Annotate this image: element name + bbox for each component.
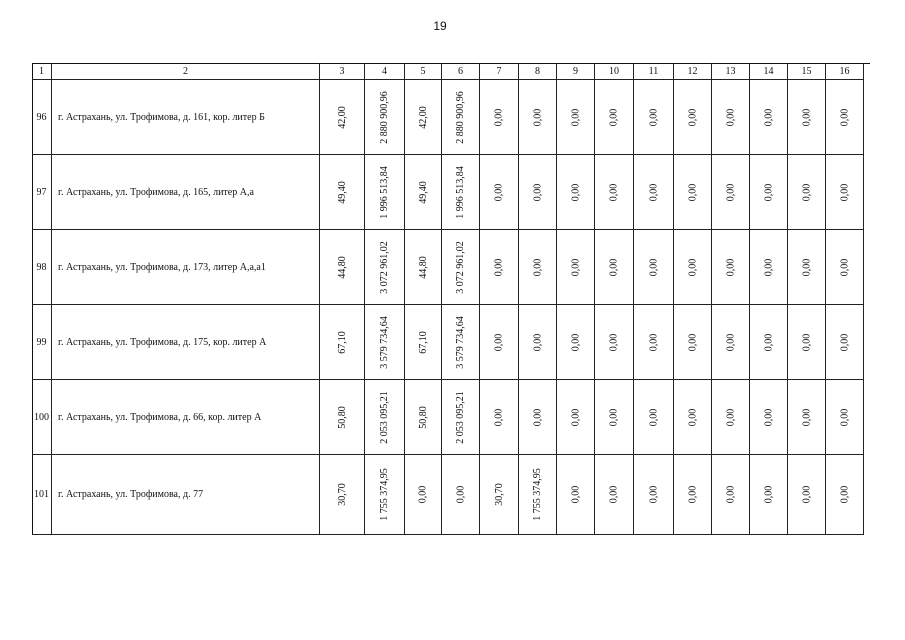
value-text: 0,00: [531, 258, 543, 276]
value-text: 0,00: [608, 408, 620, 426]
column-header: 13: [712, 63, 750, 80]
value-text: 0,00: [838, 108, 850, 126]
value-text: 0,00: [762, 108, 774, 126]
value-text: 42,00: [336, 105, 348, 129]
value-text: 0,00: [800, 485, 812, 504]
value-cell: [480, 155, 519, 230]
value-text: 0,00: [724, 333, 736, 351]
value-text: 0,00: [608, 108, 620, 126]
value-text: 0,00: [417, 485, 429, 504]
address-cell: г. Астрахань, ул. Трофимова, д. 66, кор. литер А: [52, 380, 320, 455]
value-text: 0,00: [838, 258, 850, 276]
value-cell: [442, 230, 480, 305]
value-text: 0,00: [686, 258, 698, 276]
value-cell: [788, 230, 826, 305]
value-text: 0,00: [647, 108, 659, 126]
column-header: 7: [480, 63, 519, 80]
value-cell: [712, 230, 750, 305]
value-cell: [634, 305, 674, 380]
value-cell: [634, 80, 674, 155]
value-cell: [519, 455, 557, 535]
value-text: 0,00: [647, 333, 659, 351]
value-cell: [826, 155, 864, 230]
value-text: 0,00: [569, 333, 581, 351]
value-text: 0,00: [838, 333, 850, 351]
value-text: 0,00: [531, 333, 543, 351]
value-cell: [442, 155, 480, 230]
value-text: 0,00: [569, 108, 581, 126]
value-cell: [826, 230, 864, 305]
value-text: 0,00: [838, 183, 850, 201]
column-header: 10: [595, 63, 634, 80]
value-text: 44,80: [417, 255, 429, 279]
value-text: 3 072 961,02: [454, 240, 466, 294]
value-cell: [320, 455, 365, 535]
value-cell: [365, 380, 405, 455]
value-cell: [674, 305, 712, 380]
value-text: 0,00: [800, 108, 812, 126]
value-text: 50,80: [336, 405, 348, 429]
value-cell: [788, 155, 826, 230]
value-cell: [365, 80, 405, 155]
value-text: 0,00: [647, 258, 659, 276]
page-number: 19: [433, 19, 447, 33]
value-text: 1 755 374,95: [378, 468, 390, 521]
value-cell: [826, 80, 864, 155]
value-cell: [595, 305, 634, 380]
value-text: 0,00: [800, 333, 812, 351]
column-header: 15: [788, 63, 826, 80]
value-cell: [750, 230, 788, 305]
value-cell: [442, 455, 480, 535]
column-header: 3: [320, 63, 365, 80]
column-header: 4: [365, 63, 405, 80]
value-cell: [634, 455, 674, 535]
row-number: 96: [32, 80, 52, 155]
value-cell: [557, 80, 595, 155]
value-text: 0,00: [569, 258, 581, 276]
value-cell: [405, 230, 442, 305]
value-text: 0,00: [686, 108, 698, 126]
value-text: 67,10: [417, 330, 429, 354]
value-text: 3 072 961,02: [378, 240, 390, 294]
address-cell: г. Астрахань, ул. Трофимова, д. 77: [52, 455, 320, 535]
value-cell: [788, 455, 826, 535]
value-text: 49,40: [417, 180, 429, 204]
column-header: 12: [674, 63, 712, 80]
value-cell: [595, 155, 634, 230]
value-cell: [519, 155, 557, 230]
value-text: 0,00: [724, 108, 736, 126]
value-text: 0,00: [686, 408, 698, 426]
value-cell: [557, 455, 595, 535]
column-header: 2: [52, 63, 320, 80]
column-header: 16: [826, 63, 864, 80]
value-text: 0,00: [838, 408, 850, 426]
value-text: 50,80: [417, 405, 429, 429]
value-cell: [788, 305, 826, 380]
value-text: 0,00: [608, 258, 620, 276]
value-text: 0,00: [762, 408, 774, 426]
value-text: 0,00: [608, 333, 620, 351]
value-cell: [634, 380, 674, 455]
value-text: 0,00: [493, 108, 505, 126]
value-text: 0,00: [493, 408, 505, 426]
value-cell: [712, 305, 750, 380]
value-cell: [405, 380, 442, 455]
value-cell: [712, 380, 750, 455]
value-text: 67,10: [336, 330, 348, 354]
row-number: 99: [32, 305, 52, 380]
value-text: 0,00: [762, 485, 774, 504]
column-header: 11: [634, 63, 674, 80]
value-text: 0,00: [724, 258, 736, 276]
value-cell: [365, 155, 405, 230]
value-text: 0,00: [724, 183, 736, 201]
value-text: 49,40: [336, 180, 348, 204]
value-text: 0,00: [569, 485, 581, 504]
value-cell: [826, 455, 864, 535]
value-cell: [595, 380, 634, 455]
value-cell: [519, 380, 557, 455]
value-cell: [365, 455, 405, 535]
value-text: 0,00: [454, 485, 466, 504]
value-cell: [480, 305, 519, 380]
value-text: 0,00: [686, 485, 698, 504]
value-cell: [320, 230, 365, 305]
value-cell: [480, 230, 519, 305]
row-number: 97: [32, 155, 52, 230]
value-text: 0,00: [800, 258, 812, 276]
row-number: 101: [32, 455, 52, 535]
value-text: 0,00: [608, 183, 620, 201]
value-cell: [750, 305, 788, 380]
value-cell: [442, 305, 480, 380]
value-text: 0,00: [531, 108, 543, 126]
value-cell: [320, 380, 365, 455]
column-header: 8: [519, 63, 557, 80]
value-cell: [788, 380, 826, 455]
value-cell: [674, 230, 712, 305]
value-cell: [320, 305, 365, 380]
value-text: 3 579 734,64: [378, 315, 390, 369]
value-cell: [788, 80, 826, 155]
value-text: 30,70: [493, 483, 505, 506]
value-cell: [405, 80, 442, 155]
value-cell: [557, 155, 595, 230]
value-text: 0,00: [493, 333, 505, 351]
value-text: 0,00: [800, 183, 812, 201]
value-cell: [750, 455, 788, 535]
value-cell: [750, 80, 788, 155]
value-cell: [519, 305, 557, 380]
value-cell: [674, 80, 712, 155]
value-text: 0,00: [531, 183, 543, 201]
value-cell: [750, 155, 788, 230]
value-cell: [674, 155, 712, 230]
value-text: 1 996 513,84: [454, 165, 466, 219]
value-cell: [595, 230, 634, 305]
value-cell: [634, 155, 674, 230]
value-cell: [750, 380, 788, 455]
value-text: 0,00: [762, 183, 774, 201]
value-cell: [480, 380, 519, 455]
value-text: 2 880 900,96: [454, 90, 466, 144]
value-text: 0,00: [608, 485, 620, 504]
value-cell: [674, 455, 712, 535]
value-cell: [634, 230, 674, 305]
address-cell: г. Астрахань, ул. Трофимова, д. 165, литер А,а: [52, 155, 320, 230]
value-text: 0,00: [493, 258, 505, 276]
value-cell: [519, 80, 557, 155]
column-header: 14: [750, 63, 788, 80]
data-table: [32, 63, 870, 535]
value-cell: [480, 80, 519, 155]
value-cell: [405, 305, 442, 380]
column-header: 1: [32, 63, 52, 80]
value-text: 2 880 900,96: [378, 90, 390, 144]
value-text: 0,00: [762, 258, 774, 276]
value-text: 0,00: [493, 183, 505, 201]
value-cell: [557, 305, 595, 380]
value-text: 1 996 513,84: [378, 165, 390, 219]
row-number: 100: [32, 380, 52, 455]
column-header: 9: [557, 63, 595, 80]
value-cell: [557, 230, 595, 305]
value-cell: [320, 155, 365, 230]
value-text: 0,00: [724, 408, 736, 426]
column-header: 5: [405, 63, 442, 80]
address-cell: г. Астрахань, ул. Трофимова, д. 175, кор. литер А: [52, 305, 320, 380]
value-text: 3 579 734,64: [454, 315, 466, 369]
value-cell: [712, 455, 750, 535]
value-text: 30,70: [336, 483, 348, 506]
value-text: 2 053 095,21: [378, 390, 390, 444]
value-cell: [595, 80, 634, 155]
value-text: 42,00: [417, 105, 429, 129]
value-text: 2 053 095,21: [454, 390, 466, 444]
value-text: 0,00: [686, 333, 698, 351]
value-cell: [442, 380, 480, 455]
value-cell: [595, 455, 634, 535]
value-cell: [480, 455, 519, 535]
value-text: 0,00: [647, 485, 659, 504]
address-cell: г. Астрахань, ул. Трофимова, д. 161, кор. литер Б: [52, 80, 320, 155]
value-cell: [826, 305, 864, 380]
value-text: 0,00: [686, 183, 698, 201]
value-cell: [712, 155, 750, 230]
address-cell: г. Астрахань, ул. Трофимова, д. 173, литер А,а,а1: [52, 230, 320, 305]
value-cell: [405, 155, 442, 230]
value-text: 1 755 374,95: [531, 468, 543, 521]
value-text: 0,00: [647, 408, 659, 426]
value-text: 44,80: [336, 255, 348, 279]
value-text: 0,00: [531, 408, 543, 426]
value-text: 0,00: [569, 408, 581, 426]
value-text: 0,00: [762, 333, 774, 351]
value-cell: [712, 80, 750, 155]
value-cell: [519, 230, 557, 305]
value-text: 0,00: [724, 485, 736, 504]
value-cell: [674, 380, 712, 455]
value-text: 0,00: [838, 485, 850, 504]
value-text: 0,00: [569, 183, 581, 201]
value-cell: [405, 455, 442, 535]
value-cell: [320, 80, 365, 155]
value-cell: [365, 305, 405, 380]
value-text: 0,00: [800, 408, 812, 426]
value-cell: [826, 380, 864, 455]
value-cell: [365, 230, 405, 305]
row-number: 98: [32, 230, 52, 305]
value-text: 0,00: [647, 183, 659, 201]
column-header: 6: [442, 63, 480, 80]
value-cell: [557, 380, 595, 455]
value-cell: [442, 80, 480, 155]
